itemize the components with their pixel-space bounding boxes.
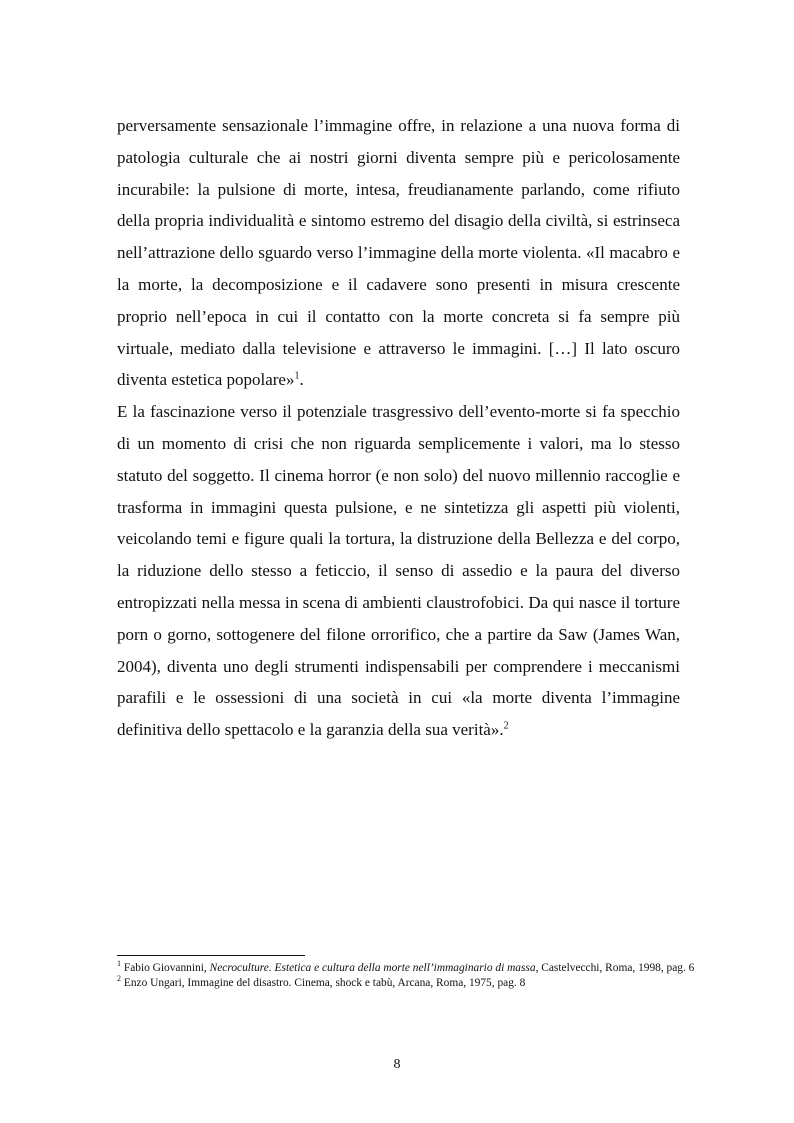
- paragraph-2: [117, 396, 680, 746]
- footnote-ref-1: 1: [294, 370, 300, 382]
- paragraph-1: [117, 110, 680, 396]
- paragraph-1-tail: .: [299, 370, 304, 390]
- footnote-1-author: Fabio Giovannini,: [123, 962, 210, 974]
- page-number: 8: [393, 1057, 401, 1072]
- footnote-2: [117, 976, 697, 991]
- body-text: [117, 110, 680, 746]
- footnote-2-text: Enzo Ungari, Immagine del disastro. Cinema, shock e tabù, Arcana, Roma, 1975, pag. 8: [123, 977, 526, 989]
- footnote-1-number: 1: [117, 959, 121, 969]
- footnote-separator: [117, 955, 305, 956]
- footnote-1-rest: , Castelvecchi, Roma, 1998, pag. 6: [535, 962, 695, 974]
- footnote-ref-2: 2: [503, 720, 509, 732]
- paragraph-2-text: E la fascinazione verso il potenziale trasgressivo dell’evento-morte si fa specchio di un momento di crisi che non riguarda semplicemente i valori, ma lo stesso statuto del soggetto. Il cinema horror (e non solo) del nuovo millennio raccoglie e trasforma in immagini questa pulsione, e ne sintetizza gli aspetti più violenti, veicolando temi e figure quali la tortura, la distruzione della Bellezza e del corpo, la riduzione dello stesso a feticcio, il senso di assedio e la paura del diverso entropizzati nella messa in scena di ambienti claustrofobici. Da qui nasce il torture porn o gorno, sottogenere del filone orrorifico, che a partire da Saw (James Wan, 2004), diventa uno degli strumenti indispensabili per comprendere i meccanismi parafili e le ossessioni di una società in cui «la morte diventa l’immagine definitiva dello spettacolo e la garanzia della sua verità».: [117, 402, 680, 740]
- footnote-1: [117, 961, 697, 976]
- footnotes: [117, 961, 697, 991]
- footnote-1-title: Necroculture. Estetica e cultura della morte nell’immaginario di massa: [209, 962, 536, 974]
- paragraph-1-text: perversamente sensazionale l’immagine offre, in relazione a una nuova forma di patologia culturale che ai nostri giorni diventa sempre più e pericolosamente incurabile: la pulsione di morte, intesa, freudianamente parlando, come rifiuto della propria individualità e sintomo estremo del disagio della civiltà, si estrinseca nell’attrazione dello sguardo verso l’immagine della morte violenta. «Il macabro e la morte, la decomposizione e il cadavere sono presenti in misura crescente proprio nell’epoca in cui il contatto con la morte concreta si fa sempre più virtuale, mediato dalla televisione e attraverso le immagini. […] Il lato oscuro diventa estetica popolare»: [117, 116, 680, 390]
- footnote-2-number: 2: [117, 974, 121, 984]
